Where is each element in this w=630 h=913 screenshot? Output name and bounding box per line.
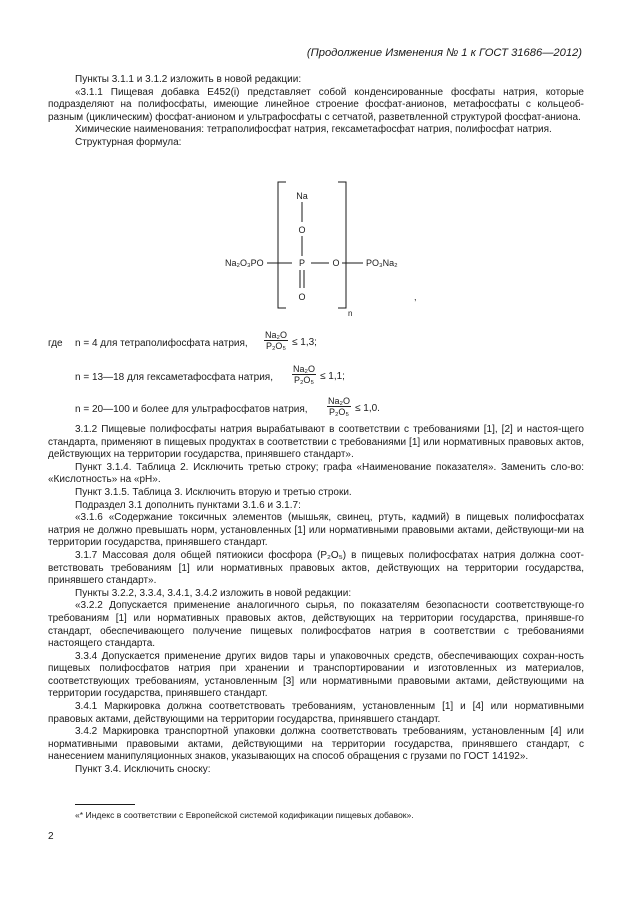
paragraph: «3.1.6 «Содержание токсичных элементов (мышьяк, свинец, ртуть, кадмий) в пищевых полифосфатах натрия не должно превышать норм, установленных [1] или нормативными правовыми актами, действующи-ми на территории государства, принявшего стандарт. (48, 512, 584, 549)
ratio-relation: ≤ 1,1; (320, 371, 345, 382)
paragraph: Структурная формула: (75, 136, 182, 148)
fraction-numerator: Na₂O (293, 364, 315, 374)
atom-p: P (298, 258, 306, 268)
paragraph: Пункт 3.4. Исключить сноску: (75, 764, 211, 776)
paragraph: Пункт 3.1.4. Таблица 2. Исключить третью строку; графа «Наименование показателя». Заменить сло-во: «Кислотность» на «pH». (48, 461, 584, 486)
atom-o-upper: O (298, 225, 306, 235)
where-word: где (48, 338, 63, 349)
footnote: «* Индекс в соответствии с Европейской системой кодификации пищевых добавок». (75, 810, 414, 820)
fraction-denominator: P₂O₅ (265, 341, 287, 351)
left-bracket (278, 182, 286, 308)
fraction-numerator: Na₂O (265, 330, 287, 340)
paragraph: 3.1.7 Массовая доля общей пятиокиси фосфора (P₂O₅) в пищевых полифосфатах натрия должна соот-ветствовать требованиям [1] или нормативных правовых актов, действующих на территории государства, принявшего стандарт». (48, 549, 584, 587)
condition-label: n = 4 для тетраполифосфата натрия, (75, 338, 248, 349)
condition-label: n = 20—100 и более для ультрафосфатов натрия, (75, 404, 308, 415)
footnote-divider (75, 804, 135, 805)
amendments-block (48, 424, 584, 777)
formula-comma: , (414, 292, 417, 302)
right-bracket (338, 182, 346, 308)
atom-na: Na (296, 191, 308, 201)
paragraph: «3.2.2 Допускается применение аналогичного сырья, по показателям безопасности соответствующе-го требованиям [1] или нормативных правовых актов, действующих на территории государства, принявше-го стандарт, обеспечивающего получение пищевых полифосфатов натрия в соответствии с требованиями настоящего стандарта. (48, 600, 584, 650)
paragraph: 3.4.1 Маркировка должна соответствовать требованиям, установленным [1] и [4] или нормативными правовых актами, действующими на территории государства, принявшего стандарт. (48, 701, 584, 725)
fraction-numerator: Na₂O (328, 396, 350, 406)
subscript-n: n (348, 309, 353, 318)
fraction-denominator: P₂O₅ (328, 407, 350, 417)
condition-label: n = 13—18 для гексаметафосфата натрия, (75, 372, 273, 383)
paragraph: «3.1.1 Пищевая добавка Е452(i) представляет собой конденсированные фосфаты натрия, которые подразделяют на полифосфаты, имеющие линейное строение фосфат-анионов, метафосфаты с кольцеоб-разным (циклическим) фосфат-анионом и ультрафосфаты с сетчатой, разветвленной структурой фосфат-аниона. (48, 86, 584, 123)
ratio-fraction (264, 330, 288, 351)
ratio-fraction (292, 364, 316, 385)
paragraph: Пункты 3.2.2, 3.3.4, 3.4.1, 3.4.2 изложить в новой редакции: (75, 587, 352, 599)
atom-o-right: O (332, 258, 340, 268)
paragraph: 3.1.2 Пищевые полифосфаты натрия вырабатывают в соответствии с требованиями [1], [2] и настоя-щего стандарта, применяют в пищевых продуктах в соответствии с требованиями [1] или нормативных правовых актов, действующих на территории государства, принявшего стандарт». (48, 424, 584, 461)
group-left: Na₂O₃PO (225, 258, 264, 268)
fraction-denominator: P₂O₅ (293, 375, 315, 385)
ratio-fraction (327, 396, 351, 417)
paragraph: Пункты 3.1.1 и 3.1.2 изложить в новой редакции: (75, 74, 302, 85)
paragraph: Подраздел 3.1 дополнить пунктами 3.1.6 и 3.1.7: (75, 499, 301, 511)
paragraph: 3.4.2 Маркировка транспортной упаковки должна соответствовать требованиям, установленным [4] или нормативными правовыми актами, действующими на территории государства, принявшего стандарт, с нанесением манипуляционных знаков, указывающих на способ обращения с грузами по ГОСТ 14192». (48, 726, 584, 763)
paragraph: Пункт 3.1.5. Таблица 3. Исключить вторую и третью строки. (75, 486, 352, 498)
page-number: 2 (48, 831, 54, 842)
ratio-relation: ≤ 1,0. (355, 403, 380, 414)
paragraph: Химические наименования: тетраполифосфат натрия, гексаметафосфат натрия, полифосфат натрия. (75, 124, 552, 136)
atom-o-lower: O (298, 292, 306, 302)
running-head: (Продолжение Изменения № 1 к ГОСТ 31686—2012) (306, 47, 582, 59)
group-right: PO₃Na₂ (366, 258, 398, 268)
ratio-relation: ≤ 1,3; (292, 337, 317, 348)
paragraph: 3.3.4 Допускается применение других видов тары и упаковочных средств, обеспечивающих сохран-ность пищевых полифосфатов натрия при хранении и транспортировании и изготовленных из материалов, соответствующих требованиям, установленным [3] или нормативными правовыми актами, действующими на территории государства, принявшего стандарт. (48, 650, 584, 700)
